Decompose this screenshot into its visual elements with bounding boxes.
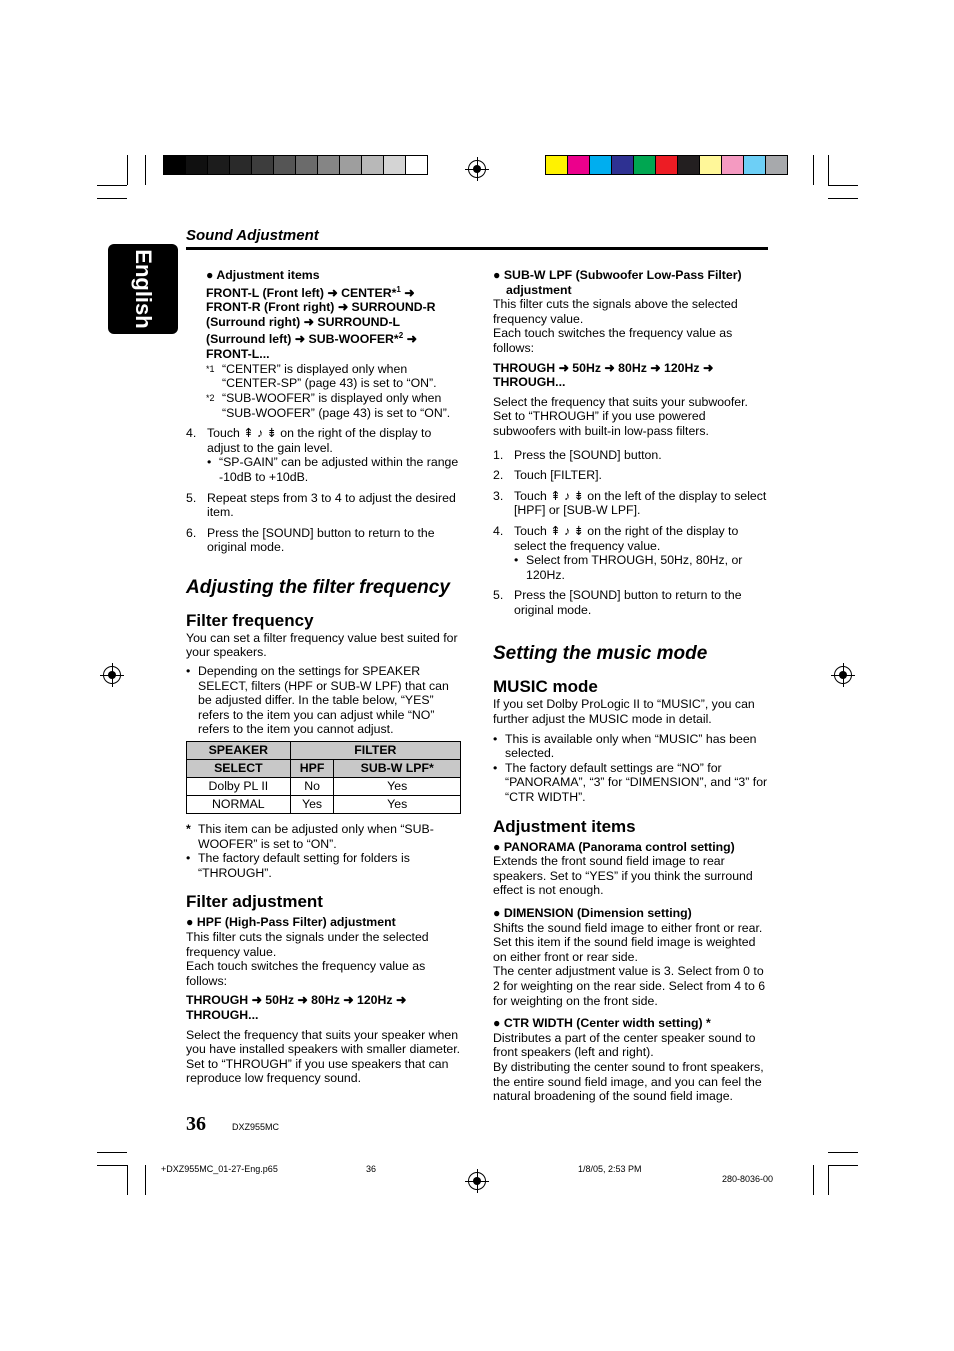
crop-mark xyxy=(813,1165,814,1195)
filter-frequency-intro: You can set a filter frequency value best suited for your speakers. xyxy=(186,630,458,660)
color-swatch xyxy=(611,155,634,175)
adjustment-sequence: (Surround left) ➜ SUB-WOOFER*$^2$ ➜ xyxy=(206,331,417,347)
music-mode-bullet: • The factory default settings are “NO” for “PANORAMA”, “3” for “DIMENSION”, and “3” for “CTR WIDTH”. xyxy=(493,760,768,805)
filter-table xyxy=(186,741,461,814)
table-note-star: * This item can be adjusted only when “SUB-WOOFER” is set to “ON”. xyxy=(186,822,434,851)
color-swatch xyxy=(361,155,384,175)
adjustment-sequence: FRONT-L (Front left) ➜ CENTER*$^1$ ➜ xyxy=(206,284,415,300)
color-swatch xyxy=(339,155,362,175)
crop-mark xyxy=(828,155,829,185)
crop-mark xyxy=(127,1165,128,1195)
color-swatch xyxy=(677,155,700,175)
step-1: 1. Press the [SOUND] button. xyxy=(493,447,662,462)
subsection-title-adjustment-items: Adjustment items xyxy=(493,816,636,836)
crop-mark xyxy=(127,155,128,185)
registration-mark-icon xyxy=(103,666,121,684)
step-4-note: • Select from THROUGH, 50Hz, 80Hz, or 120Hz. xyxy=(514,553,743,582)
crop-mark xyxy=(828,1165,829,1195)
adjustment-sequence: FRONT-R (Front right) ➜ SURROUND-R xyxy=(206,300,436,315)
footnote-2: *2 “SUB-WOOFER” is displayed only when “SUB-WOOFER” (page 43) is set to “ON”. xyxy=(206,390,451,420)
crop-mark xyxy=(97,198,127,199)
color-swatch xyxy=(251,155,274,175)
lpf-text: This filter cuts the signals above the selected frequency value. xyxy=(493,297,738,326)
model-name: DXZ955MC xyxy=(232,1122,280,1132)
header-rule xyxy=(186,247,768,250)
color-swatch xyxy=(567,155,590,175)
registration-mark-icon xyxy=(468,160,486,178)
color-swatch xyxy=(295,155,318,175)
color-swatch xyxy=(207,155,230,175)
crop-mark xyxy=(813,155,814,185)
color-swatch xyxy=(589,155,612,175)
ctr-width-head: ● CTR WIDTH (Center width setting) * xyxy=(493,1016,711,1031)
color-swatch xyxy=(699,155,722,175)
crop-mark xyxy=(145,155,146,185)
adjustment-items-head: ● Adjustment items xyxy=(206,268,320,282)
color-swatch xyxy=(273,155,296,175)
color-swatch xyxy=(185,155,208,175)
hpf-text: Select the frequency that suits your speaker when you have installed speakers with smaller diameter. xyxy=(186,1027,461,1057)
crop-mark xyxy=(828,185,858,186)
step-6: 6. Press the [SOUND] button to return to the original mode. xyxy=(186,525,435,555)
table-cell: Yes xyxy=(334,778,461,796)
color-swatch xyxy=(633,155,656,175)
color-swatch xyxy=(765,155,788,175)
adjustment-sequence: (Surround right) ➜ SURROUND-L xyxy=(206,314,401,329)
dimension-text: Shifts the sound field image to either front or rear. Set this item if the sound field image is weighted on either front or rear side. xyxy=(493,920,763,964)
registration-mark-icon xyxy=(468,1172,486,1190)
running-head: Sound Adjustment xyxy=(186,227,319,244)
lpf-sequence: THROUGH ➜ 50Hz ➜ 80Hz ➜ 120Hz ➜ THROUGH... xyxy=(493,360,714,390)
table-cell: Yes xyxy=(334,796,461,814)
slug-datetime: 1/8/05, 2:53 PM xyxy=(578,1164,642,1174)
lpf-head: ● SUB-W LPF (Subwoofer Low-Pass Filter) adjustment xyxy=(493,268,742,297)
step-5: 5. Repeat steps from 3 to 4 to adjust the desired item. xyxy=(186,490,456,520)
step-4-note: • “SP-GAIN” can be adjusted within the range -10dB to +10dB. xyxy=(207,455,459,484)
dimension-head: ● DIMENSION (Dimension setting) xyxy=(493,906,692,920)
table-cell: Yes xyxy=(290,796,334,814)
color-swatch xyxy=(229,155,252,175)
music-mode-intro: If you set Dolby ProLogic II to “MUSIC”, you can further adjust the MUSIC mode in detail. xyxy=(493,697,755,727)
filter-frequency-bullet: • Depending on the settings for SPEAKER SELECT, filters (HPF or SUB-W LPF) that can be adjusted differ. In the table below, “YES” refers to the item you can adjust while “NO” refers to the item you cannot adjust. xyxy=(186,664,449,737)
slug-file: +DXZ955MC_01-27-Eng.p65 xyxy=(161,1164,278,1174)
table-cell: NORMAL xyxy=(187,796,291,814)
crop-mark xyxy=(145,1165,146,1195)
color-swatch xyxy=(655,155,678,175)
slug-page: 36 xyxy=(366,1164,377,1174)
lpf-text: Select the frequency that suits your subwoofer. Set to “THROUGH” if you use powered subwoofers with built-in low-pass filters. xyxy=(493,394,748,438)
left-column xyxy=(186,268,462,1086)
music-mode-bullet: • This is available only when “MUSIC” has been selected. xyxy=(493,731,757,761)
table-cell: Dolby PL II xyxy=(187,778,291,796)
registration-mark-icon xyxy=(834,666,852,684)
color-swatch xyxy=(743,155,766,175)
step-4: 4. Touch ⇞ ♪ ⇟ on the right of the display to adjust to the gain level. • “SP-GAIN” can be adjusted within the range -10dB to +10dB. xyxy=(186,426,462,484)
ctr-width-text: By distributing the center sound to front speakers, the entire sound field image, and you can feel the natural broadening of the sound field image. xyxy=(493,1059,764,1104)
hpf-head: ● HPF (High-Pass Filter) adjustment xyxy=(186,915,396,930)
crop-mark xyxy=(828,1165,858,1166)
table-header: SUB-W LPF* xyxy=(334,760,461,778)
step-3: 3. Touch ⇞ ♪ ⇟ on the left of the display to select [HPF] or [SUB-W LPF]. xyxy=(493,488,767,518)
table-row xyxy=(187,796,461,814)
crop-mark xyxy=(828,198,858,199)
color-swatch xyxy=(405,155,428,175)
table-header: HPF xyxy=(290,760,334,778)
table-cell: No xyxy=(290,778,334,796)
hpf-text: This filter cuts the signals under the selected frequency value. xyxy=(186,930,429,959)
crop-mark xyxy=(97,1152,127,1153)
section-title-music: Setting the music mode xyxy=(493,643,708,665)
right-column xyxy=(493,268,769,1104)
hpf-text: Set to “THROUGH” if you use speakers that can reproduce low frequency sound. xyxy=(186,1056,449,1086)
language-tab xyxy=(108,244,178,334)
hpf-sequence: THROUGH ➜ 50Hz ➜ 80Hz ➜ 120Hz ➜ THROUGH... xyxy=(186,993,407,1022)
language-tab-label: English xyxy=(131,249,156,329)
hpf-text: Each touch switches the frequency value as follows: xyxy=(186,959,426,988)
dimension-text: The center adjustment value is 3. Select from 0 to 2 for weighting on the rear side. Select from 4 to 6 for weighting on the front side. xyxy=(493,964,766,1008)
color-swatch xyxy=(317,155,340,175)
panorama-head: ● PANORAMA (Panorama control setting) xyxy=(493,839,735,854)
page-number: 36 xyxy=(186,1113,206,1135)
step-5: 5. Press the [SOUND] button to return to the original mode. xyxy=(493,588,742,617)
subsection-title-filter-adjustment: Filter adjustment xyxy=(186,892,323,912)
lpf-text: Each touch switches the frequency value as follows: xyxy=(493,326,733,355)
table-header: FILTER xyxy=(290,742,460,760)
color-swatch xyxy=(545,155,568,175)
table-note-bullet: • The factory default setting for folders is “THROUGH”. xyxy=(186,851,410,880)
crop-mark xyxy=(828,1152,858,1153)
crop-mark xyxy=(97,185,127,186)
subsection-title-filter-frequency: Filter frequency xyxy=(186,610,314,630)
color-swatch xyxy=(163,155,186,175)
slug-code: 280-8036-00 xyxy=(722,1174,774,1184)
section-title-filter: Adjusting the filter frequency xyxy=(186,576,450,598)
ctr-width-text: Distributes a part of the center speaker sound to front speakers (left and right). xyxy=(493,1030,756,1060)
table-header: SELECT xyxy=(187,760,291,778)
color-swatch xyxy=(383,155,406,175)
step-2: 2. Touch [FILTER]. xyxy=(493,468,602,483)
step-4: 4. Touch ⇞ ♪ ⇟ on the right of the display to select the frequency value. • Select from THROUGH, 50Hz, 80Hz, or 120Hz. xyxy=(493,524,769,582)
color-swatch xyxy=(721,155,744,175)
table-header: SPEAKER xyxy=(187,742,291,760)
crop-mark xyxy=(97,1165,127,1166)
subsection-title-music-mode: MUSIC mode xyxy=(493,677,598,697)
adjustment-sequence: FRONT-L... xyxy=(206,347,270,362)
footnote-1: *1 “CENTER” is displayed only when “CENTER-SP” (page 43) is set to “ON”. xyxy=(206,361,437,391)
table-row xyxy=(187,778,461,796)
panorama-text: Extends the front sound field image to rear speakers. Set to “YES” if you think the surround effect is not enough. xyxy=(493,854,753,898)
